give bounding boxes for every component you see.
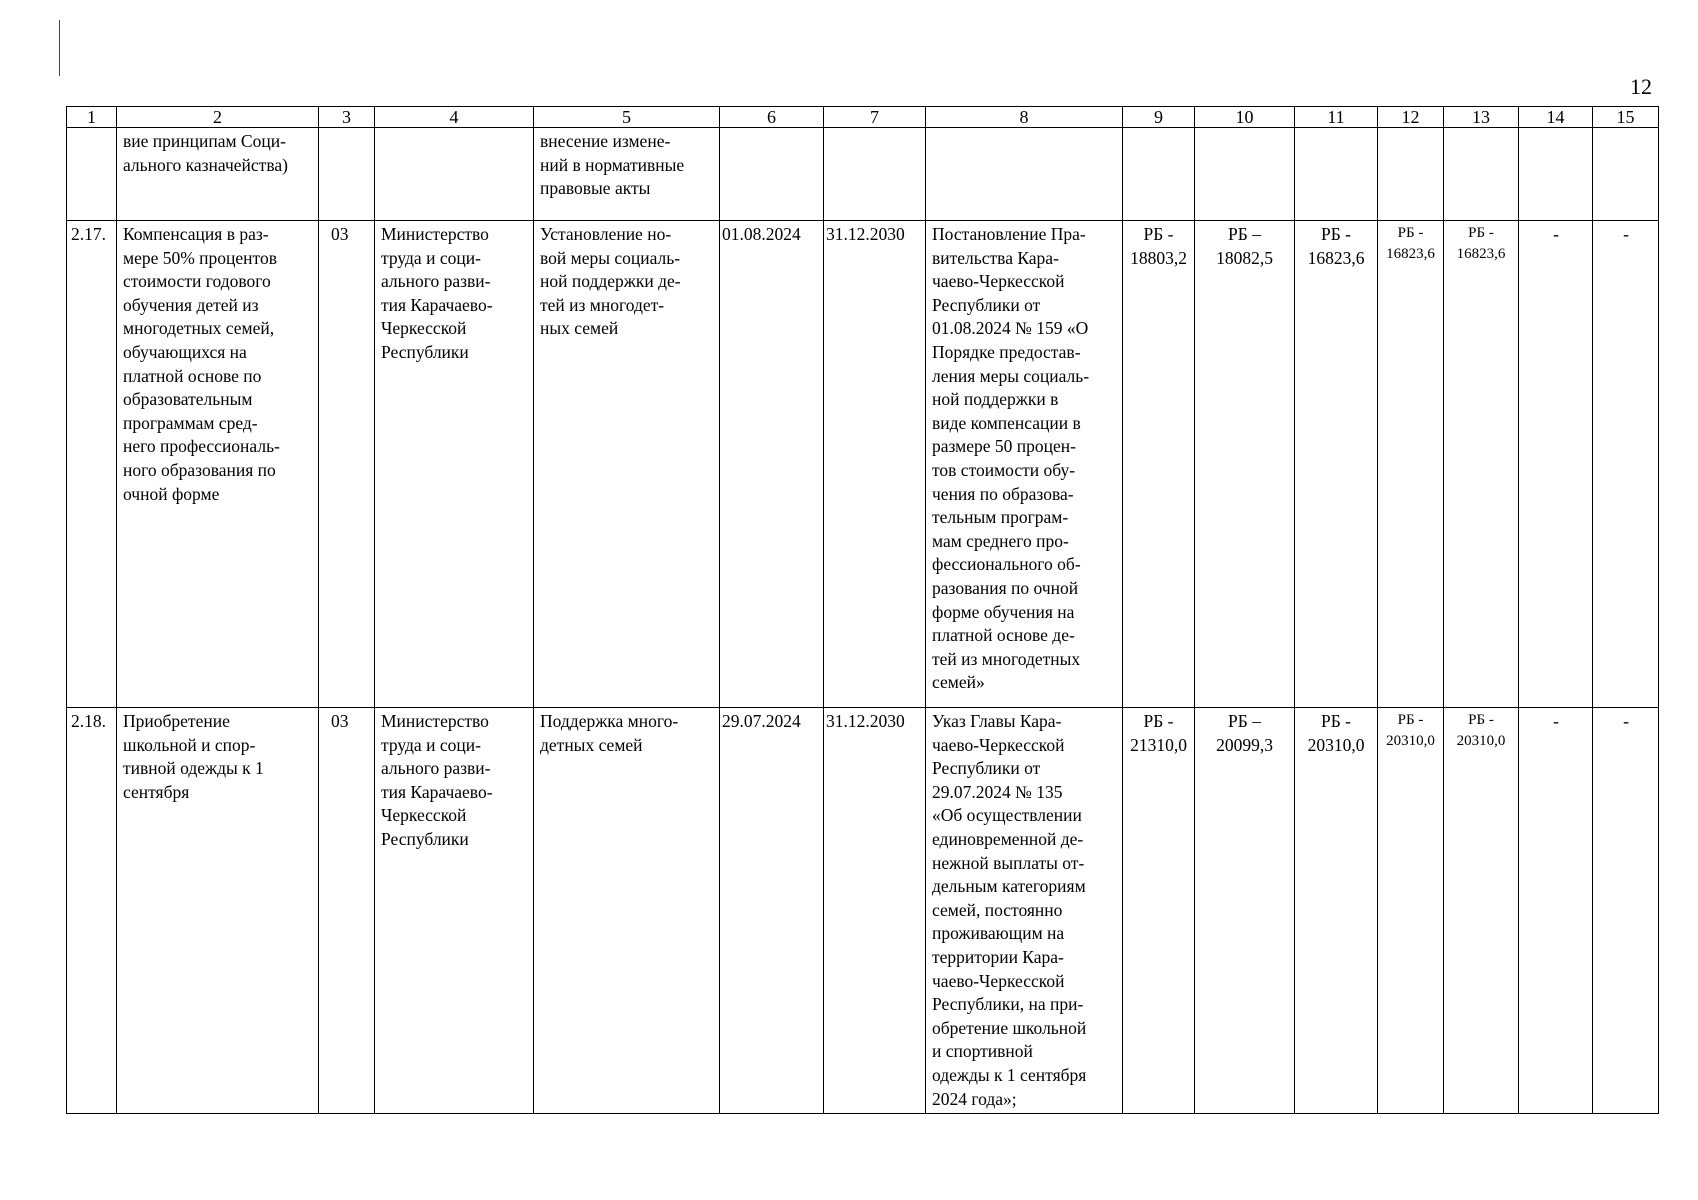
column-number: 15 [1593,107,1659,128]
measure-end-date: 31.12.2030 [824,708,926,1114]
measure-goal: Установление но- вой меры социаль- ной поддержки де- тей из многодет- ных семей [534,221,720,708]
measure-funding-col10: РБ – 18082,5 [1195,221,1295,708]
measure-funding-col9: РБ - 18803,2 [1123,221,1195,708]
measure-funding-col14: - [1519,708,1593,1114]
measure-funding-col13: РБ - 20310,0 [1444,708,1519,1114]
measure-legal-act: Постановление Пра- вительства Кара- чаево-Черкесской Республики от 01.08.2024 № 159 «О Порядке предостав- ления меры социаль- ной поддержки в виде компенсации в размере 50 процен- тов стоимости обу- чения по образова- тельным програм- мам среднего про- фессионального об- разования по очной форме обучения на платной основе де- тей из многодетных семей» [926,221,1123,708]
measure-funding-col13: РБ - 16823,6 [1444,221,1519,708]
measure-end-date [824,128,926,221]
table-row-2-17 [67,221,1659,708]
column-number: 9 [1123,107,1195,128]
page-number: 12 [1630,74,1652,99]
measure-legal-act [926,128,1123,221]
measure-legal-act: Указ Главы Кара- чаево-Черкесской Республики от 29.07.2024 № 135 «Об осуществлении единовременной де- нежной выплаты от- дельным категориям семей, постоянно проживающим на территории Кара- чаево-Черкесской Республики, на при- обретение школьной и спортивной одежды к 1 сентября 2024 года»; [926,708,1123,1114]
measure-end-date: 31.12.2030 [824,221,926,708]
column-number: 6 [720,107,824,128]
table-row-continuation [67,128,1659,221]
column-number: 1 [67,107,117,128]
column-number: 5 [534,107,720,128]
measure-name: Приобретение школьной и спор- тивной одежды к 1 сентября [117,708,319,1114]
measure-number [67,128,117,221]
column-number-row [67,107,1659,128]
column-number: 4 [375,107,534,128]
measure-funding-col14: - [1519,221,1593,708]
column-number: 8 [926,107,1123,128]
column-number: 11 [1295,107,1378,128]
column-number: 7 [824,107,926,128]
measure-executor [375,128,534,221]
measure-funding-col11 [1295,128,1378,221]
measure-start-date [720,128,824,221]
measure-code: 03 [319,708,375,1114]
measure-funding-col12: РБ - 16823,6 [1378,221,1444,708]
measure-number: 2.17. [67,221,117,708]
measure-code: 03 [319,221,375,708]
column-number: 2 [117,107,319,128]
measure-executor: Министерство труда и соци- ального разви- тия Карачаево- Черкесской Республики [375,221,534,708]
program-measures-table [66,106,1659,1114]
measure-funding-col10: РБ – 20099,3 [1195,708,1295,1114]
measure-start-date: 29.07.2024 [720,708,824,1114]
table-row-2-18 [67,708,1659,1114]
measure-funding-col15: - [1593,708,1659,1114]
measure-funding-col10 [1195,128,1295,221]
measure-funding-col9 [1123,128,1195,221]
measure-funding-col15: - [1593,221,1659,708]
column-number: 12 [1378,107,1444,128]
measure-name: вие принципам Соци- ального казначейства) [117,128,319,221]
measure-funding-col14 [1519,128,1593,221]
measure-funding-col11: РБ - 20310,0 [1295,708,1378,1114]
measure-funding-col9: РБ - 21310,0 [1123,708,1195,1114]
measure-funding-col13 [1444,128,1519,221]
column-number: 3 [319,107,375,128]
measure-name: Компенсация в раз- мере 50% процентов стоимости годового обучения детей из многодетных семей, обучающихся на платной основе по образовательным программам сред- него профессиональ- ного образования по очной форме [117,221,319,708]
measure-funding-col12: РБ - 20310,0 [1378,708,1444,1114]
measure-funding-col12 [1378,128,1444,221]
column-number: 13 [1444,107,1519,128]
column-number: 10 [1195,107,1295,128]
measure-start-date: 01.08.2024 [720,221,824,708]
measure-goal: внесение измене- ний в нормативные правовые акты [534,128,720,221]
measure-funding-col15 [1593,128,1659,221]
measure-number: 2.18. [67,708,117,1114]
measure-executor: Министерство труда и соци- ального разви- тия Карачаево- Черкесской Республики [375,708,534,1114]
measure-funding-col11: РБ - 16823,6 [1295,221,1378,708]
margin-mark [59,20,60,76]
measure-code [319,128,375,221]
measure-goal: Поддержка много- детных семей [534,708,720,1114]
column-number: 14 [1519,107,1593,128]
